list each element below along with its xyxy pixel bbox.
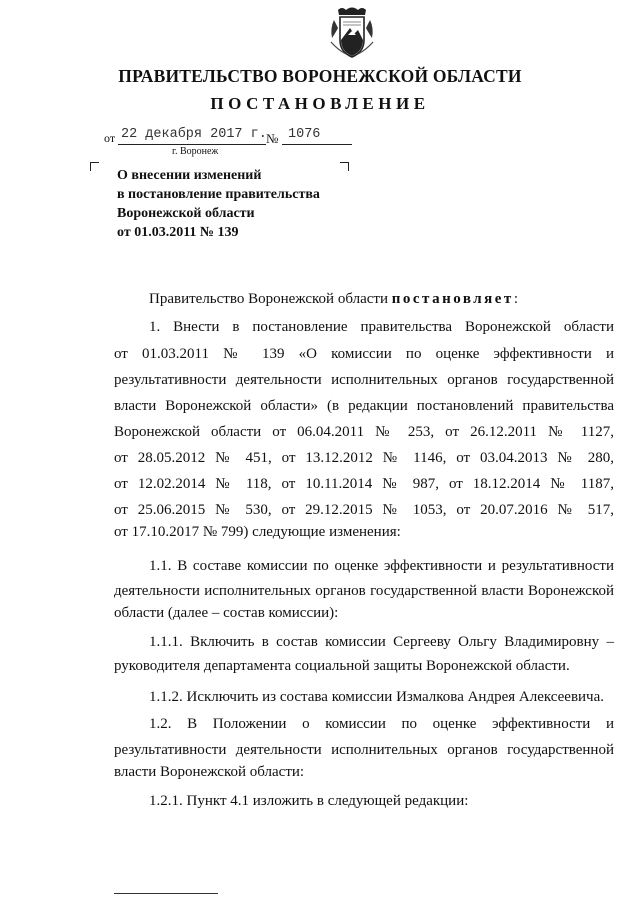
subject-line: от 01.03.2011 № 139: [117, 225, 239, 240]
subject-corner-left: [90, 162, 99, 171]
body-line: 1.2.1. Пункт 4.1 изложить в следующей редакции:: [149, 793, 469, 809]
document-date: 22 декабря 2017 г.: [121, 127, 267, 142]
document-number: 1076: [288, 127, 321, 142]
body-line: власти Воронежской области» (в редакции постановлений правительства: [114, 398, 614, 414]
intro-decree-word: постановляет: [391, 291, 514, 307]
number-underline: [282, 144, 352, 145]
body-line: 1.1.2. Исключить из состава комиссии Измалкова Андрея Алексеевича.: [149, 689, 605, 705]
date-number-line: [104, 124, 364, 146]
body-line: 1. Внести в постановление правительства Воронежской области: [149, 319, 614, 335]
body-line: 1.2. В Положении о комиссии по оценке эффективности и: [149, 716, 614, 732]
intro-paragraph: [149, 289, 614, 309]
body-line: от 12.02.2014 № 118, от 10.11.2014 № 987, от 18.12.2014 № 1187,: [114, 476, 614, 492]
government-name: ПРАВИТЕЛЬСТВО ВОРОНЕЖСКОЙ ОБЛАСТИ: [118, 66, 522, 86]
body-line: от 01.03.2011 № 139 «О комиссии по оценке эффективности и: [114, 346, 614, 362]
subject-line: О внесении изменений: [117, 168, 262, 183]
intro-colon: :: [513, 291, 518, 307]
subject-line: Воронежской области: [117, 206, 255, 221]
body-line: Воронежской области от 06.04.2011 № 253, от 26.12.2011 № 1127,: [114, 424, 614, 440]
subject-line: в постановление правительства: [117, 187, 320, 202]
body-line: области (далее – состав комиссии):: [114, 605, 339, 621]
body-line: 1.1. В составе комиссии по оценке эффективности и результативности: [149, 558, 614, 574]
body-line: руководителя департамента социальной защиты Воронежской области.: [114, 658, 570, 674]
date-underline: [118, 144, 266, 145]
footnote-divider: [114, 893, 218, 894]
document-subject: [117, 166, 377, 242]
body-line: результативности деятельности исполнительных органов государственной: [114, 742, 614, 758]
body-line: результативности деятельности исполнительных органов государственной: [114, 372, 614, 388]
intro-text: Правительство Воронежской области: [149, 291, 388, 307]
coat-of-arms-emblem: [328, 6, 376, 60]
date-from-label: от: [104, 131, 116, 145]
body-line: деятельности исполнительных органов государственной власти Воронежской: [114, 583, 614, 599]
body-line: от 28.05.2012 № 451, от 13.12.2012 № 1146, от 03.04.2013 № 280,: [114, 450, 614, 466]
body-line: от 25.06.2015 № 530, от 29.12.2015 № 1053, от 20.07.2016 № 517,: [114, 502, 614, 518]
body-line: от 17.10.2017 № 799) следующие изменения:: [114, 524, 401, 540]
city-label: г. Воронеж: [172, 146, 219, 157]
body-line: власти Воронежской области:: [114, 764, 305, 780]
document-type-title: ПОСТАНОВЛЕНИЕ: [210, 94, 430, 113]
body-line: 1.1.1. Включить в состав комиссии Сергееву Ольгу Владимировну –: [149, 634, 614, 650]
number-label: №: [266, 131, 279, 146]
